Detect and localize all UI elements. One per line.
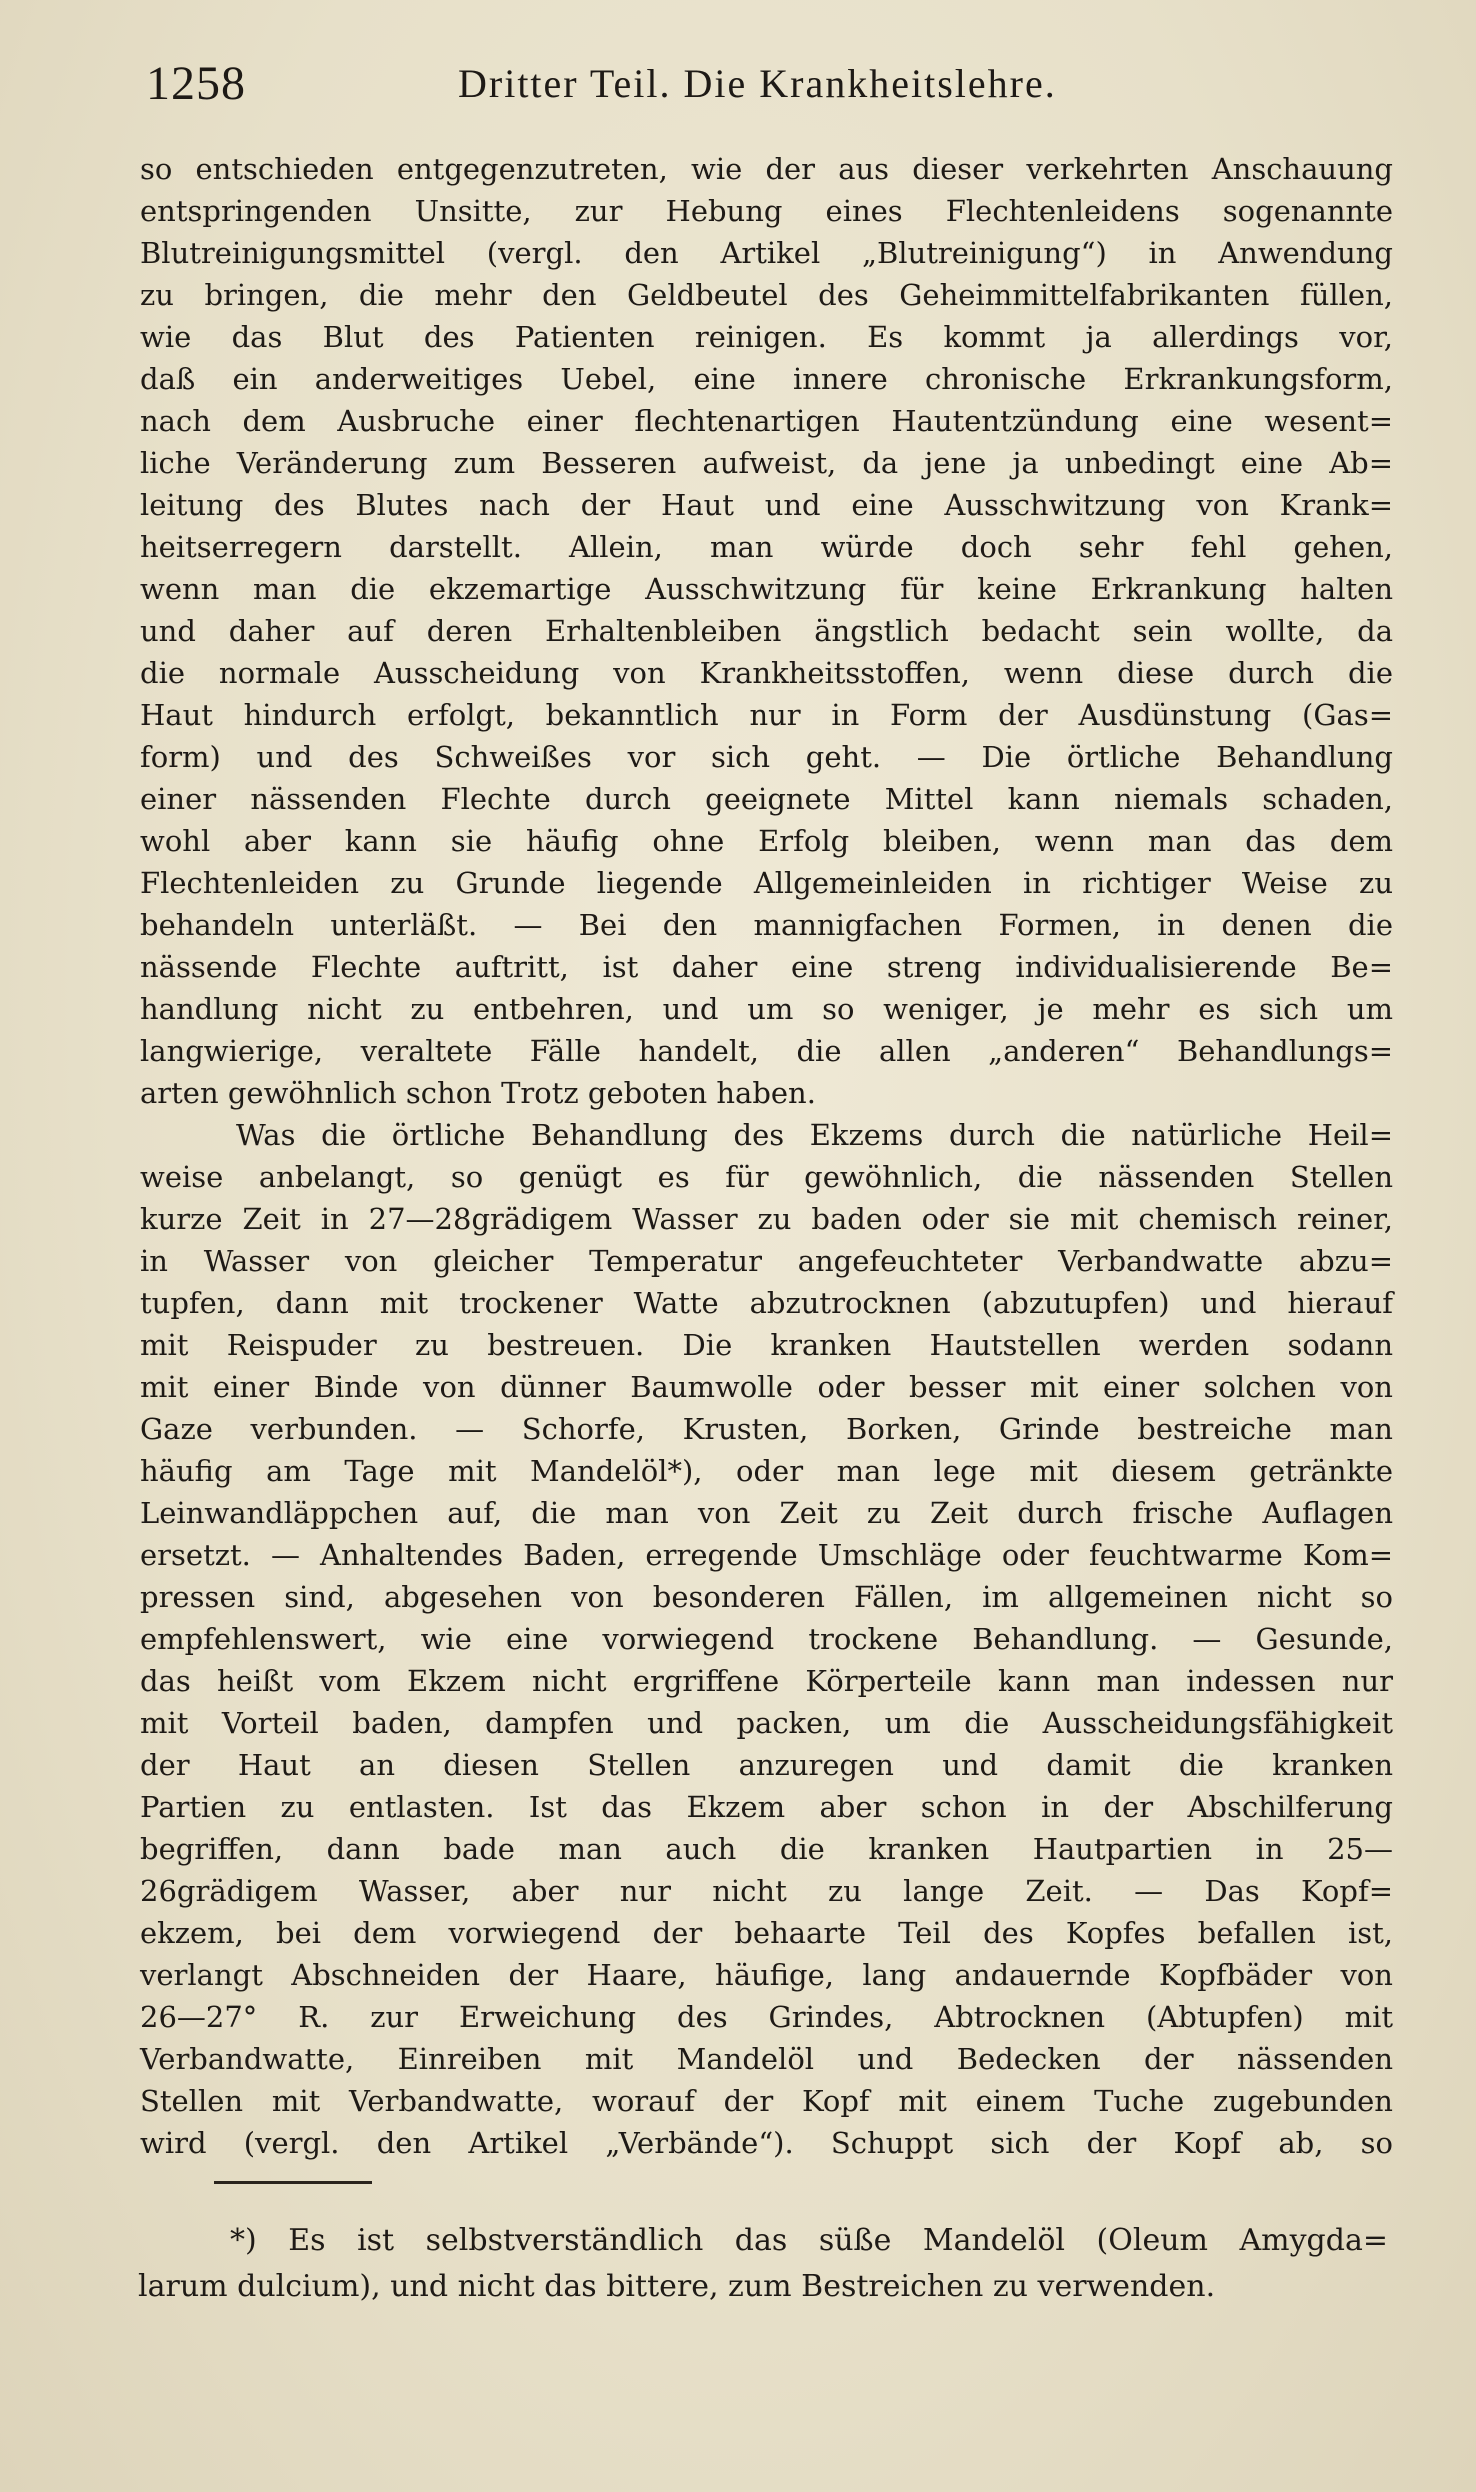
running-head: Dritter Teil. Die Krankheitslehre. [458, 61, 1057, 106]
text-line: ekzem, bei dem vorwiegend der behaarte Teil des Kopfes befallen ist, [140, 1916, 1393, 1950]
text-line: Haut hindurch erfolgt, bekanntlich nur in Form der Ausdünstung (Gas= [140, 698, 1393, 732]
text-line: tupfen, dann mit trockener Watte abzutrocknen (abzutupfen) und hierauf [140, 1286, 1393, 1320]
text-line: liche Veränderung zum Besseren aufweist, da jene ja unbedingt eine Ab= [140, 446, 1393, 480]
text-line: leitung des Blutes nach der Haut und eine Ausschwitzung von Krank= [140, 488, 1393, 522]
text-line: in Wasser von gleicher Temperatur angefeuchteter Verbandwatte abzu= [140, 1244, 1393, 1278]
text-line-paragraph-start: Was die örtliche Behandlung des Ekzems durch die natürliche Heil= [236, 1118, 1393, 1152]
text-line: empfehlenswert, wie eine vorwiegend trockene Behandlung. — Gesunde, [140, 1622, 1393, 1656]
text-line: 26grädigem Wasser, aber nur nicht zu lange Zeit. — Das Kopf= [140, 1874, 1393, 1908]
text-line: Blutreinigungsmittel (vergl. den Artikel „Blutreinigung“) in Anwendung [140, 236, 1393, 270]
body-text [140, 148, 1393, 2164]
text-line: entspringenden Unsitte, zur Hebung eines Flechtenleidens sogenannte [140, 194, 1393, 228]
text-line: mit Reispuder zu bestreuen. Die kranken Hautstellen werden sodann [140, 1328, 1393, 1362]
text-line: heitserregern darstellt. Allein, man würde doch sehr fehl gehen, [140, 530, 1393, 564]
text-line: langwierige, veraltete Fälle handelt, die allen „anderen“ Behandlungs= [140, 1034, 1393, 1068]
page-number: 1258 [146, 57, 246, 110]
text-line: behandeln unterläßt. — Bei den mannigfachen Formen, in denen die [140, 908, 1393, 942]
text-line: verlangt Abschneiden der Haare, häufige, lang andauernde Kopfbäder von [140, 1958, 1393, 1992]
page-header [138, 56, 1408, 116]
text-line: Flechtenleiden zu Grunde liegende Allgemeinleiden in richtiger Weise zu [140, 866, 1393, 900]
text-line: nässende Flechte auftritt, ist daher eine streng individualisierende Be= [140, 950, 1393, 984]
text-line: mit einer Binde von dünner Baumwolle oder besser mit einer solchen von [140, 1370, 1393, 1404]
text-line: wohl aber kann sie häufig ohne Erfolg bleiben, wenn man das dem [140, 824, 1393, 858]
text-line: das heißt vom Ekzem nicht ergriffene Körperteile kann man indessen nur [140, 1664, 1393, 1698]
text-line: weise anbelangt, so genügt es für gewöhnlich, die nässenden Stellen [140, 1160, 1393, 1194]
footnote-line: larum dulcium), und nicht das bittere, zum Bestreichen zu verwenden. [138, 2269, 1216, 2304]
footnote [138, 2218, 1388, 2310]
text-line: häufig am Tage mit Mandelöl*), oder man lege mit diesem getränkte [140, 1454, 1393, 1488]
text-line: pressen sind, abgesehen von besonderen Fällen, im allgemeinen nicht so [140, 1580, 1393, 1614]
text-line: form) und des Schweißes vor sich geht. — Die örtliche Behandlung [140, 740, 1393, 774]
text-line: Partien zu entlasten. Ist das Ekzem aber schon in der Abschilferung [140, 1790, 1393, 1824]
text-line: kurze Zeit in 27—28grädigem Wasser zu baden oder sie mit chemisch reiner, [140, 1202, 1393, 1236]
text-line: wenn man die ekzemartige Ausschwitzung für keine Erkrankung halten [140, 572, 1393, 606]
text-line: wird (vergl. den Artikel „Verbände“). Schuppt sich der Kopf ab, so [140, 2126, 1393, 2160]
footnote-divider [214, 2181, 372, 2184]
text-line: daß ein anderweitiges Uebel, eine innere chronische Erkrankungsform, [140, 362, 1393, 396]
text-line: und daher auf deren Erhaltenbleiben ängstlich bedacht sein wollte, da [140, 614, 1393, 648]
text-line: der Haut an diesen Stellen anzuregen und damit die kranken [140, 1748, 1393, 1782]
text-line: begriffen, dann bade man auch die kranken Hautpartien in 25— [140, 1832, 1393, 1866]
text-line: Gaze verbunden. — Schorfe, Krusten, Borken, Grinde bestreiche man [140, 1412, 1393, 1446]
text-line: handlung nicht zu entbehren, und um so weniger, je mehr es sich um [140, 992, 1393, 1026]
text-line: zu bringen, die mehr den Geldbeutel des Geheimmittelfabrikanten füllen, [140, 278, 1393, 312]
text-line: mit Vorteil baden, dampfen und packen, um die Ausscheidungsfähigkeit [140, 1706, 1393, 1740]
text-line: Verbandwatte, Einreiben mit Mandelöl und Bedecken der nässenden [140, 2042, 1393, 2076]
text-line: nach dem Ausbruche einer flechtenartigen Hautentzündung eine wesent= [140, 404, 1393, 438]
text-line-paragraph-end: arten gewöhnlich schon Trotz geboten haben. [140, 1076, 816, 1110]
text-line: 26—27° R. zur Erweichung des Grindes, Abtrocknen (Abtupfen) mit [140, 2000, 1393, 2034]
text-line: einer nässenden Flechte durch geeignete Mittel kann niemals schaden, [140, 782, 1393, 816]
text-line: so entschieden entgegenzutreten, wie der aus dieser verkehrten Anschauung [140, 152, 1393, 186]
text-line: die normale Ausscheidung von Krankheitsstoffen, wenn diese durch die [140, 656, 1393, 690]
text-line: wie das Blut des Patienten reinigen. Es kommt ja allerdings vor, [140, 320, 1393, 354]
text-line: Stellen mit Verbandwatte, worauf der Kopf mit einem Tuche zugebunden [140, 2084, 1393, 2118]
text-line: Leinwandläppchen auf, die man von Zeit zu Zeit durch frische Auflagen [140, 1496, 1393, 1530]
text-line: ersetzt. — Anhaltendes Baden, erregende Umschläge oder feuchtwarme Kom= [140, 1538, 1393, 1572]
footnote-line: *) Es ist selbstverständlich das süße Mandelöl (Oleum Amygda= [230, 2223, 1388, 2258]
